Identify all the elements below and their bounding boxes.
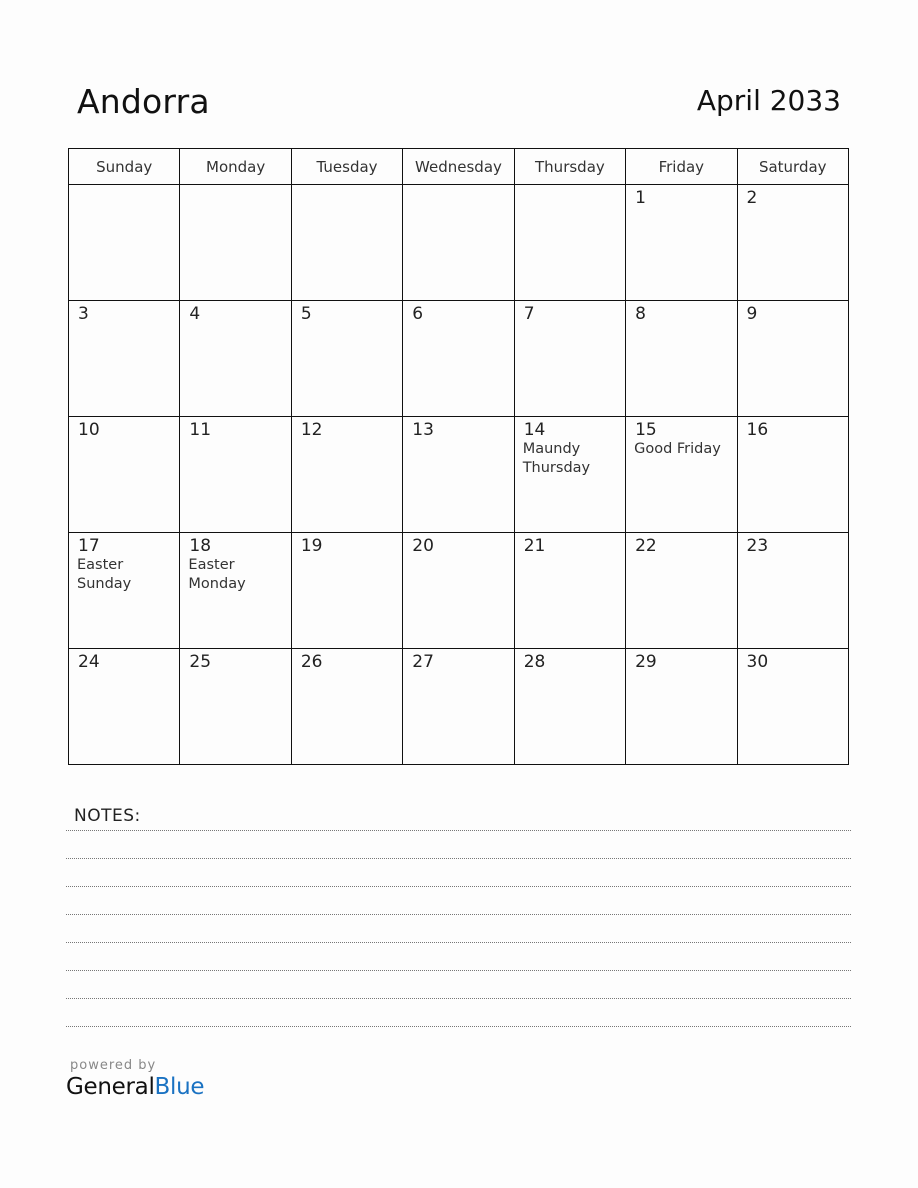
day-number: 29 (635, 652, 657, 672)
day-number: 1 (635, 188, 646, 208)
day-cell (291, 417, 402, 533)
day-number: 12 (300, 420, 323, 440)
day-number: 30 (746, 652, 769, 672)
day-number: 6 (412, 304, 424, 324)
day-number: 23 (746, 536, 769, 556)
day-cell (514, 649, 625, 765)
weekday-tuesday: Tuesday (291, 149, 402, 185)
day-cell (291, 301, 402, 417)
weekday-thursday: Thursday (514, 149, 625, 185)
day-cell (737, 533, 848, 649)
day-cell (69, 649, 180, 765)
day-number: 20 (412, 536, 434, 556)
holiday-label: Easter Monday (188, 557, 246, 592)
day-cell (737, 649, 848, 765)
day-cell (514, 417, 625, 533)
day-cell (514, 533, 625, 649)
day-number: 18 (189, 536, 212, 556)
day-cell (180, 649, 291, 765)
day-cell (180, 533, 291, 649)
day-cell (737, 301, 848, 417)
day-cell (403, 533, 514, 649)
day-cell (291, 533, 402, 649)
weekday-saturday: Saturday (737, 149, 848, 185)
empty-day-cell (69, 185, 180, 301)
day-number: 21 (523, 536, 546, 556)
week-row (69, 185, 849, 301)
day-cell (514, 301, 625, 417)
day-cell (403, 301, 514, 417)
week-row (69, 649, 849, 765)
day-number: 28 (523, 652, 546, 672)
notes-label: NOTES: (74, 806, 141, 826)
day-cell (737, 185, 848, 301)
weekday-sunday: Sunday (69, 149, 180, 185)
month-year-title: April 2033 (696, 84, 841, 117)
day-cell (291, 649, 402, 765)
powered-by-text: powered by (70, 1058, 157, 1073)
notes-line (66, 914, 851, 915)
notes-line (66, 886, 851, 887)
day-number: 9 (746, 304, 758, 324)
brand-general: General (66, 1074, 155, 1100)
notes-line (66, 942, 851, 943)
day-number: 5 (300, 304, 312, 324)
day-cell (403, 649, 514, 765)
empty-day-cell (514, 185, 625, 301)
notes-line (66, 858, 851, 859)
week-row (69, 417, 849, 533)
day-cell (626, 417, 737, 533)
day-number: 16 (746, 420, 769, 440)
day-cell (69, 533, 180, 649)
country-title: Andorra (77, 82, 210, 121)
notes-line (66, 970, 851, 971)
notes-line (66, 1026, 851, 1027)
notes-line (66, 998, 851, 999)
weekday-friday: Friday (626, 149, 737, 185)
day-number: 7 (523, 304, 535, 324)
day-number: 15 (635, 420, 657, 440)
day-number: 25 (189, 652, 212, 672)
holiday-label: Good Friday (634, 441, 721, 457)
day-cell (180, 417, 291, 533)
holiday-label: Maundy Thursday (522, 441, 591, 476)
day-cell (403, 417, 514, 533)
week-row (69, 301, 849, 417)
day-number: 24 (78, 652, 100, 672)
brand-blue: Blue (154, 1074, 205, 1100)
day-number: 27 (412, 652, 434, 672)
day-number: 13 (412, 420, 434, 440)
day-number: 11 (189, 420, 212, 440)
day-number: 14 (523, 420, 546, 440)
day-cell (737, 417, 848, 533)
day-number: 19 (300, 536, 323, 556)
day-number: 17 (78, 536, 100, 556)
day-number: 22 (635, 536, 657, 556)
day-cell (626, 533, 737, 649)
day-number: 4 (189, 304, 201, 324)
day-cell (69, 417, 180, 533)
day-cell (180, 301, 291, 417)
day-cell (626, 185, 737, 301)
empty-day-cell (291, 185, 402, 301)
weekday-monday: Monday (180, 149, 291, 185)
day-number: 2 (746, 188, 758, 208)
day-number: 3 (78, 304, 89, 324)
holiday-label: Easter Sunday (77, 557, 132, 592)
generalblue-logo (66, 1074, 204, 1100)
day-cell (69, 301, 180, 417)
day-cell (626, 649, 737, 765)
weekday-wednesday: Wednesday (403, 149, 514, 185)
notes-line (66, 830, 851, 831)
week-row (69, 533, 849, 649)
day-cell (626, 301, 737, 417)
weekday-header-row (69, 149, 849, 185)
day-number: 8 (635, 304, 646, 324)
day-number: 10 (78, 420, 100, 440)
day-number: 26 (300, 652, 323, 672)
calendar-grid (68, 148, 849, 765)
empty-day-cell (403, 185, 514, 301)
empty-day-cell (180, 185, 291, 301)
